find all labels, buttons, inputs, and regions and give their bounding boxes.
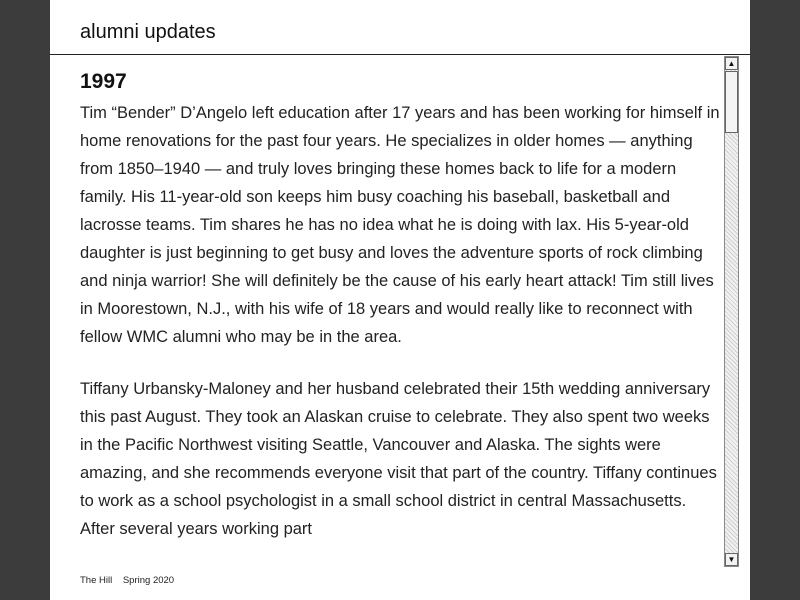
alumni-update-paragraph: Tim “Bender” D’Angelo left education after 17 years and has been working for himself in home renovations for the past four years. He specializes in older homes — anything from 1850–1940 — and truly loves bringing these homes back to life for a modern family. His 11-year-old son keeps him busy coaching his baseball, basketball and lacrosse teams. Tim shares he has no idea what he is doing with lax. His 5-year-old daughter is just beginning to get busy and loves the adventure sports of rock climbing and ninja warrior! She will definitely be the cause of his early heart attack! Tim still lives in Moorestown, N.J., with his wife of 18 years and would really like to reconnect with fellow WMC alumni who may be in the area. — [80, 104, 720, 346]
class-year-heading: 1997 — [80, 70, 127, 93]
scroll-down-icon[interactable]: ▼ — [725, 553, 738, 566]
issue-label: Spring 2020 — [122, 575, 175, 586]
publication-name: The Hill — [80, 575, 113, 586]
header — [50, 0, 750, 55]
article-content — [80, 67, 720, 567]
scroll-up-icon[interactable]: ▲ — [725, 57, 738, 70]
section-title: alumni updates — [80, 21, 216, 43]
footer — [80, 575, 182, 586]
vertical-scrollbar[interactable] — [724, 56, 739, 567]
page — [50, 0, 750, 600]
scrollbar-thumb[interactable] — [725, 71, 738, 133]
alumni-update-paragraph: Tiffany Urbansky-Maloney and her husband celebrated their 15th wedding anniversary this past August. They took an Alaskan cruise to celebrate. They also spent two weeks in the Pacific Northwest visiting Seattle, Vancouver and Alaska. The sights were amazing, and she recommends everyone visit that part of the country. Tiffany continues to work as a school psychologist in a small school district in central Massachusetts. After several years working part — [80, 380, 717, 538]
